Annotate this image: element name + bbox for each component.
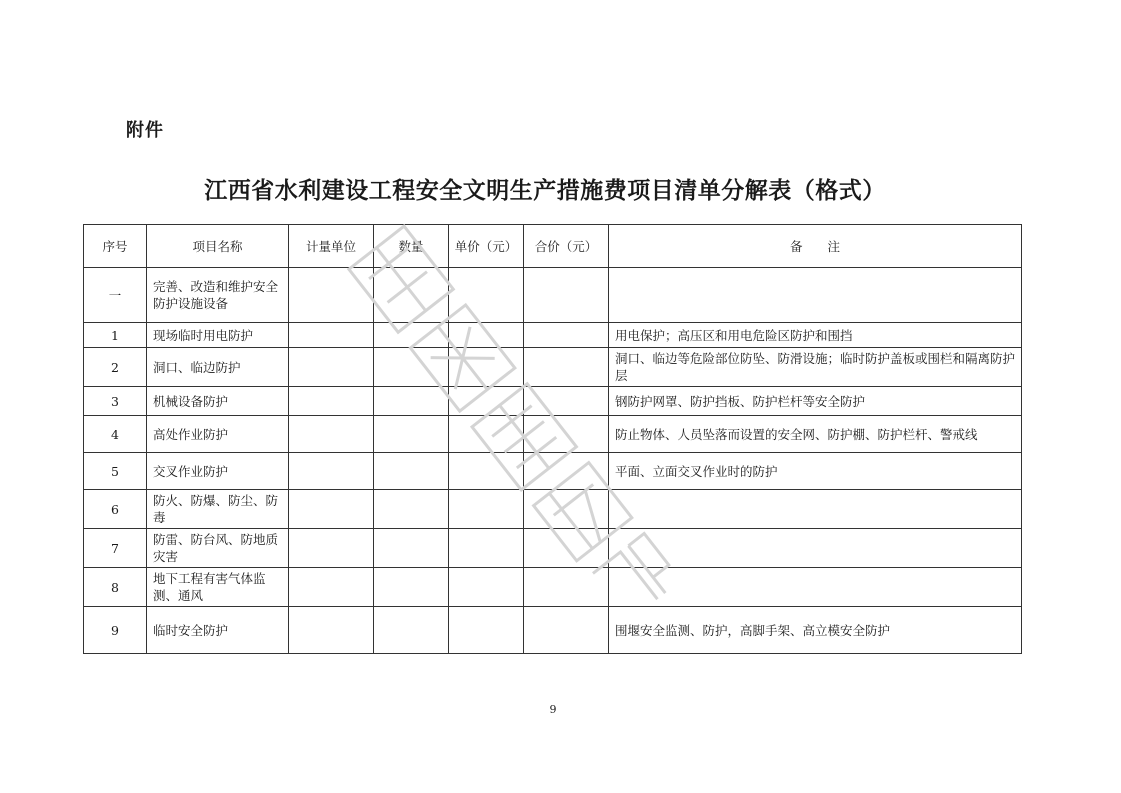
cell-unit-price — [449, 568, 524, 607]
table-row — [84, 416, 1022, 453]
cell-quantity — [374, 529, 449, 568]
table-row — [84, 490, 1022, 529]
cell-seq: 8 — [84, 568, 147, 607]
cell-quantity — [374, 490, 449, 529]
cell-unit — [289, 348, 374, 387]
cell-unit — [289, 453, 374, 490]
header-unit: 计量单位 — [289, 225, 374, 268]
table-row — [84, 268, 1022, 323]
header-remarks: 备 注 — [609, 225, 1022, 268]
cell-item-name: 机械设备防护 — [147, 387, 289, 416]
cell-seq: 4 — [84, 416, 147, 453]
cell-quantity — [374, 568, 449, 607]
cell-unit-price — [449, 323, 524, 348]
measures-table — [83, 224, 1022, 654]
table-row — [84, 607, 1022, 654]
table-row — [84, 529, 1022, 568]
cell-remark: 用电保护；高压区和用电危险区防护和围挡 — [609, 323, 1022, 348]
cell-seq: 3 — [84, 387, 147, 416]
header-seq: 序号 — [84, 225, 147, 268]
cell-item-name: 高处作业防护 — [147, 416, 289, 453]
cell-seq: 9 — [84, 607, 147, 654]
cell-remark — [609, 568, 1022, 607]
cell-unit — [289, 323, 374, 348]
page-title: 江西省水利建设工程安全文明生产措施费项目清单分解表（格式） — [204, 178, 886, 204]
cell-remark — [609, 490, 1022, 529]
table-row — [84, 453, 1022, 490]
cell-unit-price — [449, 348, 524, 387]
cell-seq: 7 — [84, 529, 147, 568]
table-header-row — [84, 225, 1022, 268]
cell-remark: 围堰安全监测、防护，高脚手架、高立模安全防护 — [609, 607, 1022, 654]
cell-quantity — [374, 268, 449, 323]
cell-item-name: 防雷、防台风、防地质灾害 — [147, 529, 289, 568]
cell-seq: 5 — [84, 453, 147, 490]
header-quantity: 数量 — [374, 225, 449, 268]
cell-total-price — [524, 453, 609, 490]
cell-total-price — [524, 529, 609, 568]
cell-unit-price — [449, 490, 524, 529]
cell-quantity — [374, 323, 449, 348]
cell-remark — [609, 529, 1022, 568]
cell-unit — [289, 268, 374, 323]
header-unit-price: 单价（元） — [449, 225, 524, 268]
cell-remark: 钢防护网罩、防护挡板、防护栏杆等安全防护 — [609, 387, 1022, 416]
cell-seq: 6 — [84, 490, 147, 529]
cell-unit — [289, 387, 374, 416]
attachment-label: 附件 — [126, 120, 164, 141]
cell-total-price — [524, 416, 609, 453]
cell-quantity — [374, 607, 449, 654]
cell-total-price — [524, 387, 609, 416]
cell-unit — [289, 529, 374, 568]
cell-total-price — [524, 568, 609, 607]
cell-unit-price — [449, 268, 524, 323]
cell-item-name: 临时安全防护 — [147, 607, 289, 654]
cell-unit-price — [449, 387, 524, 416]
cell-item-name: 现场临时用电防护 — [147, 323, 289, 348]
cell-item-name: 地下工程有害气体监测、通风 — [147, 568, 289, 607]
cell-total-price — [524, 268, 609, 323]
cell-item-name: 防火、防爆、防尘、防毒 — [147, 490, 289, 529]
cell-quantity — [374, 416, 449, 453]
cell-remark — [609, 268, 1022, 323]
cell-remark: 防止物体、人员坠落而设置的安全网、防护棚、防护栏杆、警戒线 — [609, 416, 1022, 453]
cell-unit — [289, 568, 374, 607]
cell-seq: 1 — [84, 323, 147, 348]
cell-item-name: 洞口、临边防护 — [147, 348, 289, 387]
cell-remark: 平面、立面交叉作业时的防护 — [609, 453, 1022, 490]
cell-unit-price — [449, 607, 524, 654]
cell-unit — [289, 490, 374, 529]
table-row — [84, 323, 1022, 348]
cell-quantity — [374, 453, 449, 490]
cell-item-name: 交叉作业防护 — [147, 453, 289, 490]
cell-unit-price — [449, 529, 524, 568]
cell-total-price — [524, 490, 609, 529]
cell-remark: 洞口、临边等危险部位防坠、防滑设施；临时防护盖板或围栏和隔离防护层 — [609, 348, 1022, 387]
cell-item-name: 完善、改造和维护安全防护设施设备 — [147, 268, 289, 323]
table-row — [84, 348, 1022, 387]
cell-unit-price — [449, 416, 524, 453]
cell-total-price — [524, 348, 609, 387]
header-item-name: 项目名称 — [147, 225, 289, 268]
cell-unit — [289, 607, 374, 654]
table-row — [84, 387, 1022, 416]
header-total-price: 合价（元） — [524, 225, 609, 268]
table-row — [84, 568, 1022, 607]
cell-quantity — [374, 348, 449, 387]
page-number: 9 — [549, 703, 557, 716]
cell-unit-price — [449, 453, 524, 490]
cell-seq: 2 — [84, 348, 147, 387]
cell-seq: 一 — [84, 268, 147, 323]
cell-total-price — [524, 323, 609, 348]
cell-quantity — [374, 387, 449, 416]
cell-unit — [289, 416, 374, 453]
cell-total-price — [524, 607, 609, 654]
